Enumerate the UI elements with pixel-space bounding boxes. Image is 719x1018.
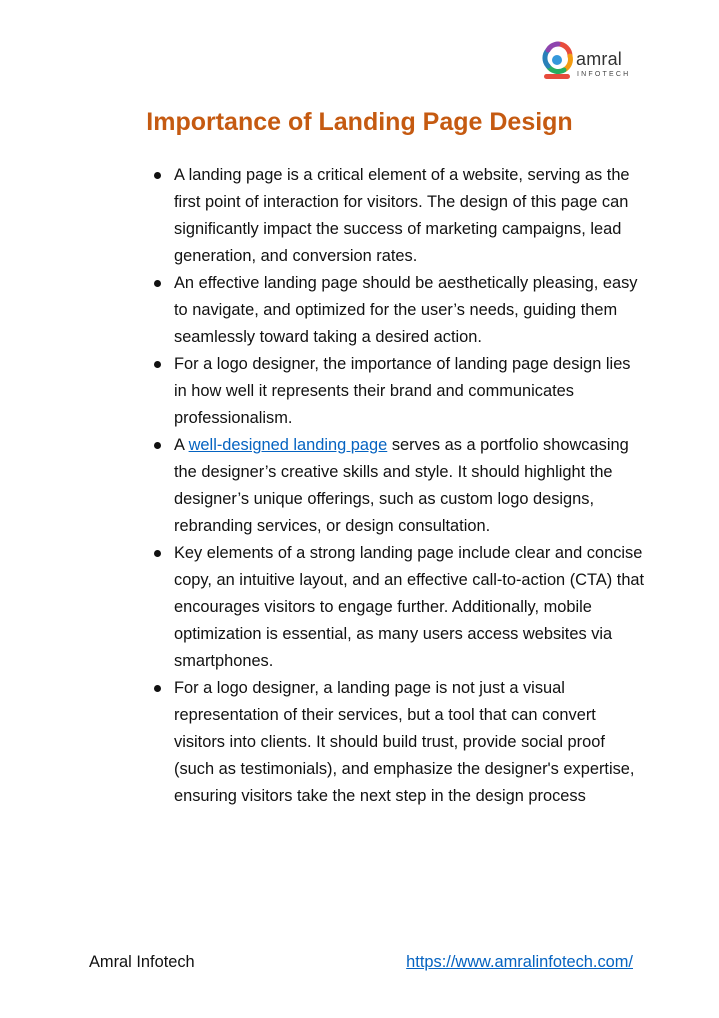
list-item: [150, 540, 645, 675]
list-item-text: For a logo designer, a landing page is not just a visual representation of their services, but a tool that can convert visitors into clients. It should build trust, provide social proof (such as testimonials), and emphasize the designer's expertise, ensuring visitors take the next step in the design process: [174, 679, 635, 805]
list-item: [150, 675, 645, 810]
list-item: [150, 270, 645, 351]
list-item-suffix: serves as a portfolio showcasing the designer’s creative skills and style. It should highlight the designer’s unique offerings, such as custom logo designs, rebranding services, or design consultation.: [174, 436, 629, 535]
company-logo[interactable]: [540, 40, 650, 90]
landing-page-link[interactable]: well-designed landing page: [188, 436, 388, 454]
list-item-text: For a logo designer, the importance of landing page design lies in how well it represents their brand and communicates professionalism.: [174, 355, 631, 427]
bullet-icon: [154, 442, 161, 449]
bullet-list: [150, 162, 645, 810]
bullet-icon: [154, 172, 161, 179]
page-title: Importance of Landing Page Design: [146, 108, 573, 136]
logo-subtitle: INFOTECH: [577, 71, 631, 78]
amral-logo-icon: [540, 40, 576, 90]
list-item-text: An effective landing page should be aesthetically pleasing, easy to navigate, and optimized for the user’s needs, guiding them seamlessly toward taking a desired action.: [174, 274, 638, 346]
list-item-prefix: A: [174, 436, 189, 454]
list-item: [150, 432, 645, 540]
logo-wordmark: amral: [576, 49, 623, 69]
footer-website-link[interactable]: https://www.amralinfotech.com/: [406, 953, 633, 971]
footer-company: Amral Infotech: [89, 953, 195, 971]
bullet-icon: [154, 361, 161, 368]
bullet-icon: [154, 280, 161, 287]
list-item-text: Key elements of a strong landing page include clear and concise copy, an intuitive layout, and an effective call-to-action (CTA) that encourages visitors to engage further. Additionally, mobile optimization is essential, as many users access websites via smartphones.: [174, 544, 645, 670]
list-item: [150, 351, 645, 432]
bullet-icon: [154, 550, 161, 557]
list-item: [150, 162, 645, 270]
bullet-icon: [154, 685, 161, 692]
list-item-text: A landing page is a critical element of a website, serving as the first point of interaction for visitors. The design of this page can significantly impact the success of marketing campaigns, lead generation, and conversion rates.: [174, 166, 630, 265]
